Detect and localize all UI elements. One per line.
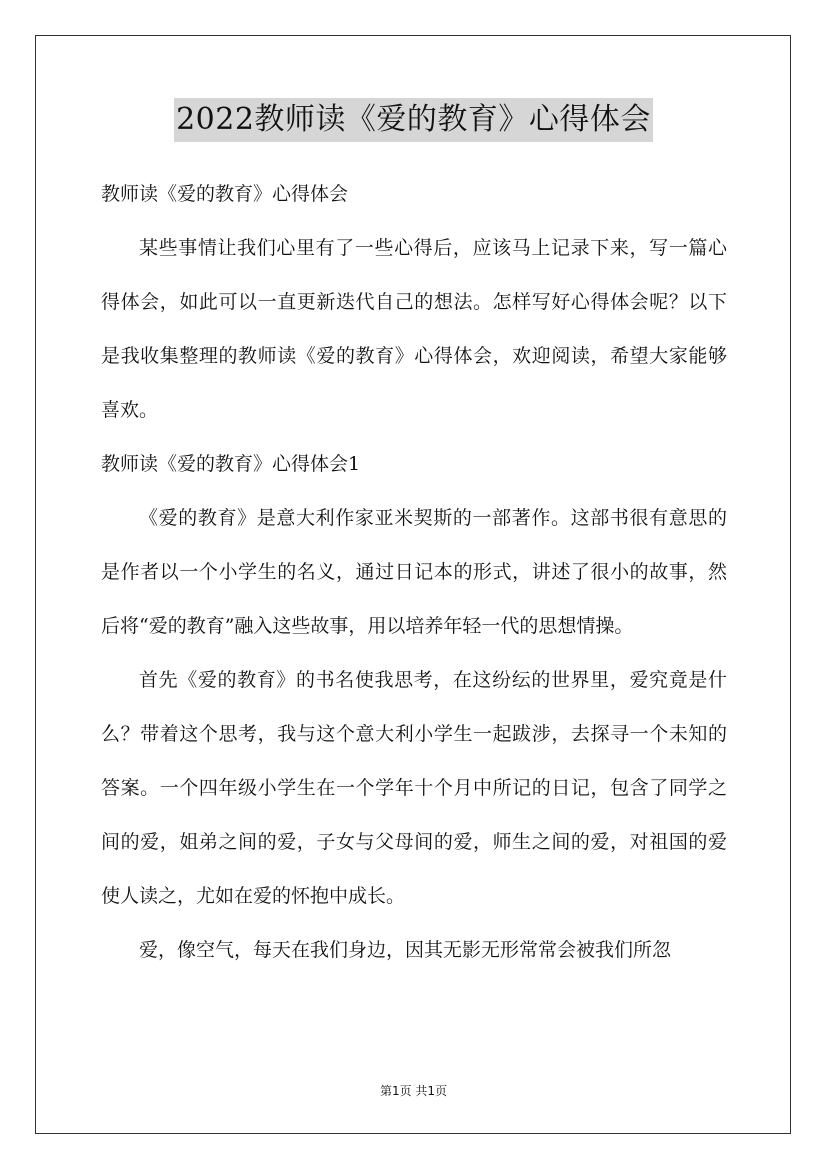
title-container	[0, 98, 827, 142]
document-body	[101, 167, 727, 977]
body-paragraph-3: 爱，像空气，每天在我们身边，因其无影无形常常会被我们所忽	[139, 939, 672, 961]
section-heading: 教师读《爱的教育》心得体会1	[101, 453, 361, 475]
body-paragraph-2: 首先《爱的教育》的书名使我思考，在这纷纭的世界里，爱究竟是什么？带着这个思考，我与这个意大利小学生一起跋涉，去探寻一个未知的答案。一个四年级小学生在一个学年十个月中所记的日记，包含了同学之间的爱，姐弟之间的爱，子女与父母间的爱，师生之间的爱，对祖国的爱使人读之，尤如在爱的怀抱中成长。	[101, 669, 727, 907]
body-paragraph-1: 《爱的教育》是意大利作家亚米契斯的一部著作。这部书很有意思的是作者以一个小学生的名义，通过日记本的形式，讲述了很小的故事，然后将“爱的教育”融入这些故事，用以培养年轻一代的思想情操。	[101, 507, 727, 637]
intro-paragraph: 某些事情让我们心里有了一些心得后，应该马上记录下来，写一篇心得体会，如此可以一直更新迭代自己的想法。怎样写好心得体会呢？以下是我收集整理的教师读《爱的教育》心得体会，欢迎阅读，希望大家能够喜欢。	[101, 237, 727, 421]
page-footer	[0, 1082, 827, 1099]
page-number: 第1页 共1页	[379, 1084, 448, 1098]
document-title: 2022教师读《爱的教育》心得体会	[174, 98, 653, 142]
subtitle: 教师读《爱的教育》心得体会	[101, 183, 349, 205]
